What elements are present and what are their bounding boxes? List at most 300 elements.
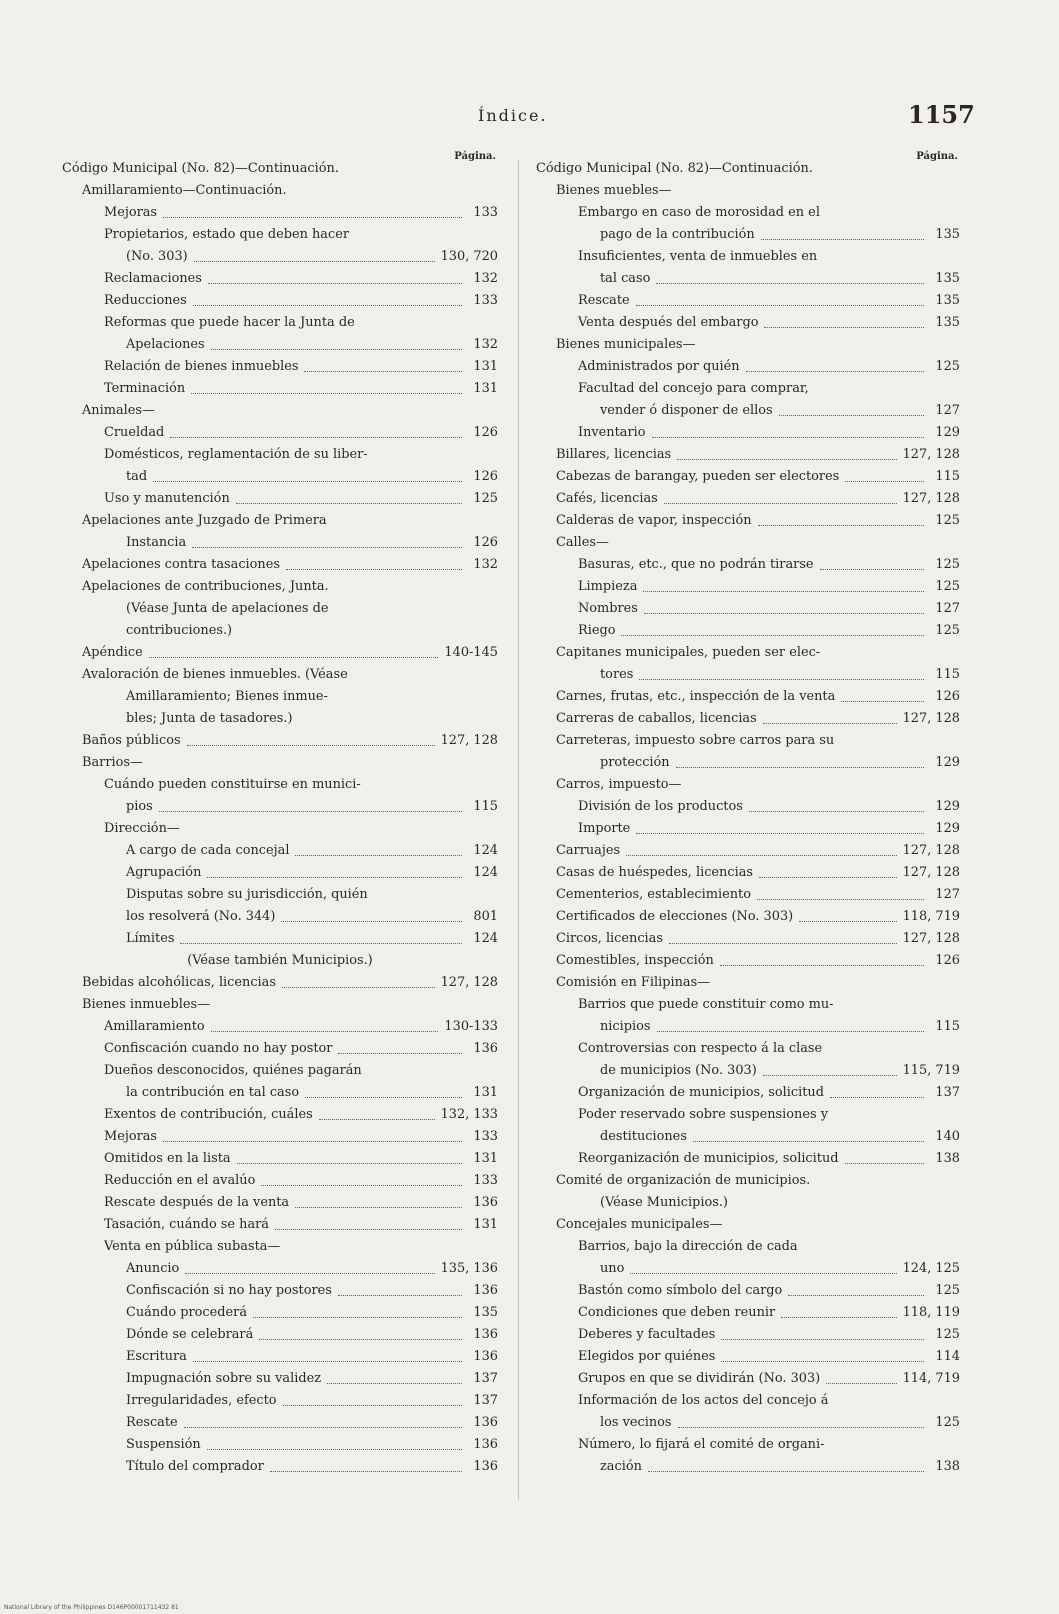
index-entry bbox=[62, 1434, 498, 1456]
dot-leader bbox=[295, 1207, 462, 1208]
dot-leader bbox=[270, 1471, 462, 1472]
dot-leader bbox=[721, 1361, 924, 1362]
entry-page-ref: 127, 128 bbox=[902, 491, 960, 506]
index-entry bbox=[62, 1302, 498, 1324]
index-entry bbox=[62, 422, 498, 444]
index-heading: Apelaciones ante Juzgado de Primera bbox=[82, 513, 327, 528]
index-heading: Cuándo pueden constituirse en munici- bbox=[104, 777, 361, 792]
dot-leader bbox=[208, 283, 462, 284]
index-entry bbox=[62, 642, 498, 664]
entry-text: Terminación bbox=[104, 381, 186, 396]
dot-leader bbox=[327, 1383, 462, 1384]
dot-leader bbox=[184, 1427, 462, 1428]
dot-leader bbox=[759, 877, 897, 878]
column-divider bbox=[518, 160, 519, 1500]
entry-text: Comestibles, inspección bbox=[556, 953, 714, 968]
dot-leader bbox=[163, 1141, 462, 1142]
index-heading: Carreteras, impuesto sobre carros para su bbox=[556, 733, 835, 748]
dot-leader bbox=[193, 1361, 462, 1362]
entry-text: Cafés, licencias bbox=[556, 491, 658, 506]
index-heading: Barrios— bbox=[82, 755, 143, 770]
entry-text: Uso y manutención bbox=[104, 491, 230, 506]
dot-leader bbox=[788, 1295, 924, 1296]
dot-leader bbox=[153, 481, 462, 482]
entry-text: destituciones bbox=[600, 1129, 687, 1144]
index-heading: Número, lo fijará el comité de organi- bbox=[578, 1437, 825, 1452]
entry-text: Rescate bbox=[578, 293, 630, 308]
index-entry bbox=[62, 554, 498, 576]
dot-leader bbox=[281, 921, 462, 922]
entry-page-ref: 136 bbox=[473, 1283, 498, 1298]
entry-text: Apelaciones bbox=[126, 337, 205, 352]
dot-leader bbox=[644, 613, 924, 614]
entry-text: División de los productos bbox=[578, 799, 743, 814]
dot-leader bbox=[286, 569, 462, 570]
dot-leader bbox=[799, 921, 896, 922]
entry-page-ref: 124 bbox=[473, 931, 498, 946]
index-entry bbox=[536, 1324, 960, 1346]
index-entry bbox=[536, 444, 960, 466]
index-column-right bbox=[536, 150, 960, 1478]
index-heading: (Véase Municipios.) bbox=[600, 1195, 728, 1210]
entry-text: tal caso bbox=[600, 271, 651, 286]
index-heading: Dirección— bbox=[104, 821, 180, 836]
dot-leader bbox=[185, 1273, 434, 1274]
entry-text: la contribución en tal caso bbox=[126, 1085, 300, 1100]
dot-leader bbox=[261, 1185, 462, 1186]
index-entry bbox=[62, 378, 498, 400]
index-entries-left bbox=[62, 158, 498, 1478]
index-heading: Código Municipal (No. 82)—Continuación. bbox=[536, 161, 813, 176]
dot-leader bbox=[781, 1317, 896, 1318]
entry-page-ref: 136 bbox=[473, 1437, 498, 1452]
entry-text: uno bbox=[600, 1261, 625, 1276]
index-entry bbox=[536, 510, 960, 532]
entry-text: Baños públicos bbox=[82, 733, 181, 748]
entry-text: Mejoras bbox=[104, 205, 158, 220]
entry-page-ref: 135 bbox=[473, 1305, 498, 1320]
entry-text: Mejoras bbox=[104, 1129, 158, 1144]
index-entry bbox=[536, 422, 960, 444]
dot-leader bbox=[283, 1405, 462, 1406]
index-heading: Comisión en Filipinas— bbox=[556, 975, 711, 990]
entry-page-ref: 127, 128 bbox=[902, 843, 960, 858]
index-heading: Amillaramiento—Continuación. bbox=[82, 183, 287, 198]
entry-page-ref: 136 bbox=[473, 1195, 498, 1210]
entry-page-ref: 124, 125 bbox=[902, 1261, 960, 1276]
entry-page-ref: 138 bbox=[935, 1459, 960, 1474]
index-entry bbox=[62, 1456, 498, 1478]
entry-page-ref: 127, 128 bbox=[902, 711, 960, 726]
index-entry bbox=[62, 1412, 498, 1434]
index-heading: Disputas sobre su jurisdicción, quién bbox=[126, 887, 368, 902]
entry-text: Circos, licencias bbox=[556, 931, 663, 946]
entry-page-ref: 132 bbox=[473, 271, 498, 286]
index-entry bbox=[536, 1258, 960, 1280]
index-entries-right bbox=[536, 158, 960, 1478]
dot-leader bbox=[830, 1097, 924, 1098]
index-entry bbox=[536, 312, 960, 334]
index-heading: (Véase Junta de apelaciones de bbox=[126, 601, 329, 616]
index-entry bbox=[62, 532, 498, 554]
entry-page-ref: 132 bbox=[473, 337, 498, 352]
index-entry bbox=[536, 906, 960, 928]
entry-page-ref: 135 bbox=[935, 293, 960, 308]
dot-leader bbox=[763, 723, 897, 724]
index-heading: contribuciones.) bbox=[126, 623, 233, 638]
entry-text: Casas de huéspedes, licencias bbox=[556, 865, 753, 880]
entry-page-ref: 125 bbox=[935, 623, 960, 638]
entry-text: tad bbox=[126, 469, 148, 484]
dot-leader bbox=[253, 1317, 462, 1318]
entry-text: los vecinos bbox=[600, 1415, 672, 1430]
dot-leader bbox=[193, 305, 462, 306]
entry-text: nicipios bbox=[600, 1019, 651, 1034]
dot-leader bbox=[676, 767, 924, 768]
entry-text: zación bbox=[600, 1459, 642, 1474]
entry-page-ref: 135 bbox=[935, 315, 960, 330]
index-entry bbox=[536, 356, 960, 378]
entry-page-ref: 125 bbox=[935, 359, 960, 374]
index-heading: Reformas que puede hacer la Junta de bbox=[104, 315, 355, 330]
dot-leader bbox=[720, 965, 924, 966]
index-entry bbox=[62, 1324, 498, 1346]
index-entry bbox=[62, 488, 498, 510]
index-entry bbox=[62, 906, 498, 928]
entry-page-ref: 125 bbox=[473, 491, 498, 506]
dot-leader bbox=[746, 371, 924, 372]
entry-page-ref: 140 bbox=[935, 1129, 960, 1144]
entry-page-ref: 125 bbox=[935, 579, 960, 594]
entry-text: Cabezas de barangay, pueden ser electores bbox=[556, 469, 840, 484]
entry-text: Billares, licencias bbox=[556, 447, 672, 462]
index-heading: Carros, impuesto— bbox=[556, 777, 682, 792]
entry-text: A cargo de cada concejal bbox=[126, 843, 290, 858]
entry-text: Importe bbox=[578, 821, 631, 836]
entry-text: Instancia bbox=[126, 535, 187, 550]
index-entry bbox=[62, 928, 498, 950]
page-header bbox=[0, 100, 1059, 140]
dot-leader bbox=[820, 569, 924, 570]
entry-text: los resolverá (No. 344) bbox=[126, 909, 276, 924]
entry-text: Amillaramiento bbox=[104, 1019, 205, 1034]
entry-page-ref: 125 bbox=[935, 513, 960, 528]
entry-text: tores bbox=[600, 667, 634, 682]
dot-leader bbox=[764, 327, 924, 328]
index-entry bbox=[62, 246, 498, 268]
entry-page-ref: 125 bbox=[935, 1283, 960, 1298]
entry-text: Administrados por quién bbox=[578, 359, 740, 374]
entry-page-ref: 801 bbox=[473, 909, 498, 924]
entry-page-ref: 129 bbox=[935, 799, 960, 814]
entry-text: Tasación, cuándo se hará bbox=[104, 1217, 269, 1232]
entry-page-ref: 137 bbox=[935, 1085, 960, 1100]
index-heading: Domésticos, reglamentación de su liber- bbox=[104, 447, 368, 462]
dot-leader bbox=[237, 1163, 462, 1164]
dot-leader bbox=[664, 503, 897, 504]
entry-page-ref: 118, 719 bbox=[902, 909, 960, 924]
index-entry bbox=[62, 268, 498, 290]
entry-page-ref: 127, 128 bbox=[440, 975, 498, 990]
entry-text: Apéndice bbox=[82, 645, 143, 660]
dot-leader bbox=[187, 745, 435, 746]
dot-leader bbox=[275, 1229, 462, 1230]
index-heading: Información de los actos del concejo á bbox=[578, 1393, 829, 1408]
entry-page-ref: 126 bbox=[473, 425, 498, 440]
page-number: 1157 bbox=[908, 100, 975, 129]
index-entry bbox=[62, 290, 498, 312]
index-heading: Comité de organización de municipios. bbox=[556, 1173, 811, 1188]
entry-text: Suspensión bbox=[126, 1437, 201, 1452]
dot-leader bbox=[826, 1383, 896, 1384]
entry-page-ref: 127, 128 bbox=[902, 865, 960, 880]
index-entry bbox=[62, 334, 498, 356]
dot-leader bbox=[648, 1471, 924, 1472]
dot-leader bbox=[295, 855, 462, 856]
index-entry bbox=[536, 796, 960, 818]
entry-page-ref: 115, 719 bbox=[902, 1063, 960, 1078]
index-entry bbox=[62, 1280, 498, 1302]
entry-page-ref: 130-133 bbox=[444, 1019, 498, 1034]
index-heading: Venta en pública subasta— bbox=[104, 1239, 281, 1254]
dot-leader bbox=[758, 525, 924, 526]
index-heading: Dueños desconocidos, quiénes pagarán bbox=[104, 1063, 362, 1078]
index-heading: Insuficientes, venta de inmuebles en bbox=[578, 249, 818, 264]
index-heading: Concejales municipales— bbox=[556, 1217, 723, 1232]
index-heading: Calles— bbox=[556, 535, 609, 550]
index-entry bbox=[536, 1082, 960, 1104]
entry-page-ref: 131 bbox=[473, 359, 498, 374]
index-entry bbox=[536, 840, 960, 862]
index-entry bbox=[62, 1148, 498, 1170]
dot-leader bbox=[845, 1163, 924, 1164]
dot-leader bbox=[304, 371, 462, 372]
entry-text: Elegidos por quiénes bbox=[578, 1349, 716, 1364]
index-heading: Avaloración de bienes inmuebles. (Véase bbox=[82, 667, 348, 682]
entry-text: Certificados de elecciones (No. 303) bbox=[556, 909, 794, 924]
entry-page-ref: 133 bbox=[473, 205, 498, 220]
dot-leader bbox=[693, 1141, 924, 1142]
dot-leader bbox=[757, 899, 924, 900]
index-heading: Propietarios, estado que deben hacer bbox=[104, 227, 349, 242]
dot-leader bbox=[170, 437, 462, 438]
entry-text: Basuras, etc., que no podrán tirarse bbox=[578, 557, 814, 572]
entry-text: Dónde se celebrará bbox=[126, 1327, 254, 1342]
entry-page-ref: 115 bbox=[935, 667, 960, 682]
entry-text: pios bbox=[126, 799, 153, 814]
index-entry bbox=[536, 1346, 960, 1368]
entry-page-ref: 133 bbox=[473, 293, 498, 308]
dot-leader bbox=[657, 1031, 924, 1032]
entry-page-ref: 131 bbox=[473, 1217, 498, 1232]
index-heading: Controversias con respecto á la clase bbox=[578, 1041, 823, 1056]
entry-text: Reducción en el avalúo bbox=[104, 1173, 256, 1188]
entry-page-ref: 125 bbox=[935, 557, 960, 572]
index-heading: Amillaramiento; Bienes inmue- bbox=[126, 689, 328, 704]
entry-text: Riego bbox=[578, 623, 616, 638]
page-column-label: Página. bbox=[916, 151, 958, 162]
entry-text: Relación de bienes inmuebles bbox=[104, 359, 299, 374]
index-entry bbox=[62, 466, 498, 488]
entry-text: protección bbox=[600, 755, 670, 770]
entry-page-ref: 132, 133 bbox=[440, 1107, 498, 1122]
entry-page-ref: 133 bbox=[473, 1129, 498, 1144]
entry-text: Nombres bbox=[578, 601, 638, 616]
entry-page-ref: 127, 128 bbox=[902, 447, 960, 462]
entry-page-ref: 126 bbox=[473, 535, 498, 550]
index-entry bbox=[536, 708, 960, 730]
index-entry bbox=[62, 1016, 498, 1038]
entry-text: Confiscación cuando no hay postor bbox=[104, 1041, 333, 1056]
entry-text: Confiscación si no hay postores bbox=[126, 1283, 332, 1298]
index-entry bbox=[62, 1126, 498, 1148]
entry-text: Anuncio bbox=[126, 1261, 180, 1276]
dot-leader bbox=[841, 701, 924, 702]
entry-page-ref: 135 bbox=[935, 271, 960, 286]
dot-leader bbox=[194, 261, 435, 262]
dot-leader bbox=[621, 635, 924, 636]
entry-page-ref: 137 bbox=[473, 1393, 498, 1408]
entry-page-ref: 127, 128 bbox=[440, 733, 498, 748]
entry-text: Agrupación bbox=[126, 865, 202, 880]
index-entry bbox=[536, 1016, 960, 1038]
entry-page-ref: 127, 128 bbox=[902, 931, 960, 946]
entry-page-ref: 131 bbox=[473, 1085, 498, 1100]
index-entry bbox=[536, 862, 960, 884]
library-footer: National Library of the Philippines D146P00001711432 81 bbox=[4, 1604, 179, 1611]
dot-leader bbox=[163, 217, 462, 218]
entry-text: Limpieza bbox=[578, 579, 638, 594]
entry-page-ref: 136 bbox=[473, 1415, 498, 1430]
entry-page-ref: 124 bbox=[473, 843, 498, 858]
entry-text: Grupos en que se dividirán (No. 303) bbox=[578, 1371, 821, 1386]
entry-page-ref: 137 bbox=[473, 1371, 498, 1386]
index-entry bbox=[536, 1456, 960, 1478]
index-entry bbox=[536, 488, 960, 510]
index-heading: Animales— bbox=[82, 403, 155, 418]
dot-leader bbox=[338, 1053, 462, 1054]
dot-leader bbox=[338, 1295, 462, 1296]
dot-leader bbox=[779, 415, 924, 416]
entry-text: Cuándo procederá bbox=[126, 1305, 248, 1320]
entry-page-ref: 115 bbox=[935, 469, 960, 484]
entry-text: Límites bbox=[126, 931, 175, 946]
entry-text: Carruajes bbox=[556, 843, 621, 858]
entry-text: Reorganización de municipios, solicitud bbox=[578, 1151, 839, 1166]
index-entry bbox=[536, 598, 960, 620]
entry-text: vender ó disponer de ellos bbox=[600, 403, 773, 418]
entry-page-ref: 118, 119 bbox=[902, 1305, 960, 1320]
index-heading: bles; Junta de tasadores.) bbox=[126, 711, 293, 726]
entry-page-ref: 126 bbox=[473, 469, 498, 484]
index-entry bbox=[62, 1346, 498, 1368]
entry-page-ref: 136 bbox=[473, 1349, 498, 1364]
index-entry bbox=[62, 1082, 498, 1104]
index-heading: Apelaciones de contribuciones, Junta. bbox=[82, 579, 329, 594]
dot-leader bbox=[749, 811, 924, 812]
entry-page-ref: 125 bbox=[935, 1415, 960, 1430]
entry-page-ref: 135 bbox=[935, 227, 960, 242]
entry-text: Inventario bbox=[578, 425, 646, 440]
entry-text: Irregularidades, efecto bbox=[126, 1393, 277, 1408]
dot-leader bbox=[180, 943, 462, 944]
page-column-label: Página. bbox=[454, 151, 496, 162]
index-entry bbox=[62, 1192, 498, 1214]
index-entry bbox=[536, 1148, 960, 1170]
entry-text: Deberes y facultades bbox=[578, 1327, 716, 1342]
dot-leader bbox=[656, 283, 924, 284]
entry-page-ref: 131 bbox=[473, 1151, 498, 1166]
index-entry bbox=[62, 796, 498, 818]
dot-leader bbox=[192, 547, 462, 548]
dot-leader bbox=[677, 459, 896, 460]
dot-leader bbox=[191, 393, 462, 394]
index-entry bbox=[62, 840, 498, 862]
index-entry bbox=[62, 1368, 498, 1390]
cross-reference: (Véase también Municipios.) bbox=[187, 953, 373, 968]
entry-page-ref: 133 bbox=[473, 1173, 498, 1188]
index-entry bbox=[536, 1412, 960, 1434]
index-entry bbox=[536, 554, 960, 576]
index-entry bbox=[536, 268, 960, 290]
running-title: Índice. bbox=[478, 106, 548, 125]
entry-text: Rescate bbox=[126, 1415, 178, 1430]
entry-page-ref: 114, 719 bbox=[902, 1371, 960, 1386]
dot-leader bbox=[149, 657, 439, 658]
dot-leader bbox=[159, 811, 462, 812]
index-entry bbox=[536, 224, 960, 246]
dot-leader bbox=[319, 1119, 435, 1120]
entry-text: Venta después del embargo bbox=[578, 315, 759, 330]
dot-leader bbox=[636, 833, 924, 834]
dot-leader bbox=[282, 987, 435, 988]
dot-leader bbox=[211, 1031, 439, 1032]
dot-leader bbox=[643, 591, 924, 592]
index-heading: Código Municipal (No. 82)—Continuación. bbox=[62, 161, 339, 176]
entry-page-ref: 127 bbox=[935, 887, 960, 902]
entry-text: Calderas de vapor, inspección bbox=[556, 513, 752, 528]
index-heading: Bienes municipales— bbox=[556, 337, 696, 352]
index-heading: Poder reservado sobre suspensiones y bbox=[578, 1107, 828, 1122]
dot-leader bbox=[636, 305, 924, 306]
index-entry bbox=[62, 1170, 498, 1192]
entry-page-ref: 114 bbox=[935, 1349, 960, 1364]
index-entry bbox=[536, 1060, 960, 1082]
index-entry bbox=[536, 950, 960, 972]
index-entry bbox=[536, 1280, 960, 1302]
index-heading: Bienes inmuebles— bbox=[82, 997, 210, 1012]
dot-leader bbox=[236, 503, 462, 504]
entry-page-ref: 129 bbox=[935, 821, 960, 836]
index-heading: Capitanes municipales, pueden ser elec- bbox=[556, 645, 821, 660]
entry-text: Rescate después de la venta bbox=[104, 1195, 290, 1210]
dot-leader bbox=[639, 679, 924, 680]
entry-text: (No. 303) bbox=[126, 249, 188, 264]
entry-page-ref: 138 bbox=[935, 1151, 960, 1166]
index-entry bbox=[62, 1104, 498, 1126]
entry-text: Cementerios, establecimiento bbox=[556, 887, 751, 902]
entry-text: Apelaciones contra tasaciones bbox=[82, 557, 280, 572]
index-entry bbox=[536, 1302, 960, 1324]
entry-page-ref: 140-145 bbox=[444, 645, 498, 660]
entry-text: Bastón como símbolo del cargo bbox=[578, 1283, 783, 1298]
dot-leader bbox=[845, 481, 924, 482]
dot-leader bbox=[678, 1427, 924, 1428]
entry-text: Reclamaciones bbox=[104, 271, 202, 286]
index-entry bbox=[536, 928, 960, 950]
index-entry bbox=[536, 818, 960, 840]
index-entry bbox=[62, 202, 498, 224]
